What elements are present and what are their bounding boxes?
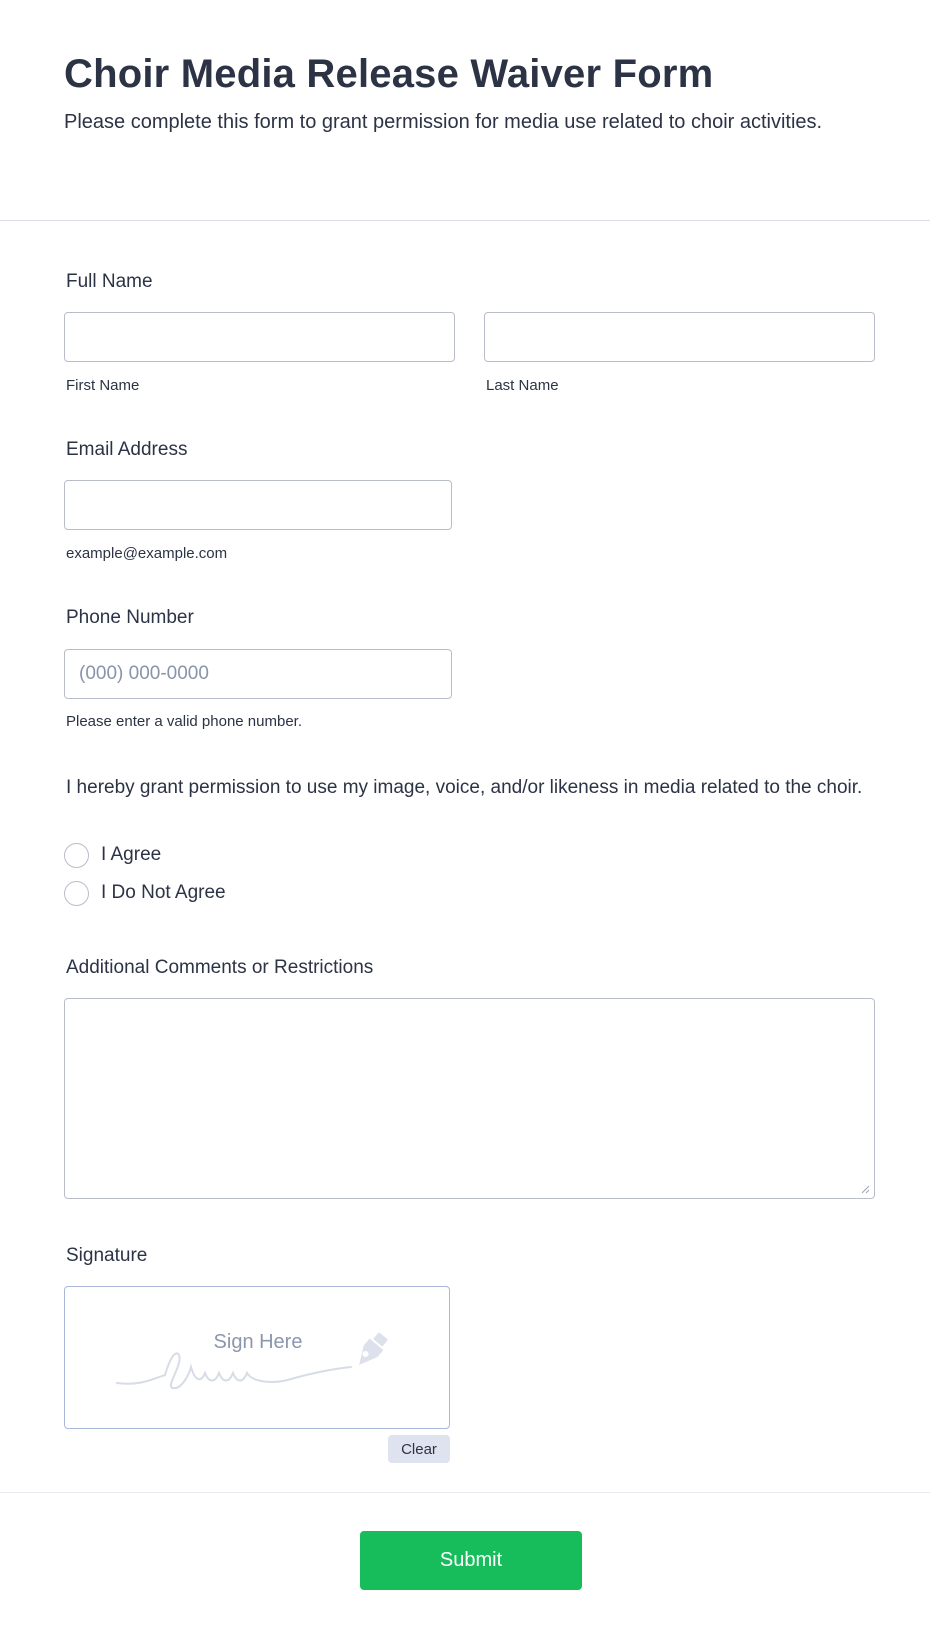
page-title: Choir Media Release Waiver Form <box>64 52 714 96</box>
disagree-option[interactable] <box>64 880 226 906</box>
email-input[interactable] <box>64 480 452 530</box>
comments-textarea[interactable] <box>64 998 875 1199</box>
permission-question: I hereby grant permission to use my image, voice, and/or likeness in media related to the choir. <box>66 777 863 798</box>
phone-label: Phone Number <box>66 607 194 628</box>
agree-label: I Agree <box>101 844 162 865</box>
submit-button[interactable]: Submit <box>360 1531 582 1590</box>
signature-squiggle-icon <box>65 1287 451 1430</box>
email-label: Email Address <box>66 439 188 460</box>
email-sublabel: example@example.com <box>66 545 228 562</box>
disagree-label: I Do Not Agree <box>101 882 226 903</box>
full-name-label: Full Name <box>66 271 153 292</box>
comments-label: Additional Comments or Restrictions <box>66 957 374 978</box>
agree-radio[interactable] <box>64 843 89 868</box>
last-name-sublabel: Last Name <box>486 377 559 394</box>
pen-nib-icon <box>347 1329 393 1375</box>
clear-signature-button[interactable]: Clear <box>388 1435 450 1463</box>
signature-pad[interactable] <box>64 1286 450 1429</box>
disagree-radio[interactable] <box>64 881 89 906</box>
footer-divider <box>0 1492 930 1493</box>
phone-sublabel: Please enter a valid phone number. <box>66 713 302 730</box>
first-name-sublabel: First Name <box>66 377 140 394</box>
signature-label: Signature <box>66 1245 148 1266</box>
page-subtitle: Please complete this form to grant permission for media use related to choir activities. <box>64 111 823 133</box>
last-name-input[interactable] <box>484 312 875 362</box>
resize-grip-icon[interactable] <box>860 1184 870 1194</box>
phone-input[interactable] <box>64 649 452 699</box>
first-name-input[interactable] <box>64 312 455 362</box>
sign-here-text: Sign Here <box>213 1331 303 1353</box>
form-header <box>0 0 930 221</box>
agree-option[interactable] <box>64 842 161 868</box>
